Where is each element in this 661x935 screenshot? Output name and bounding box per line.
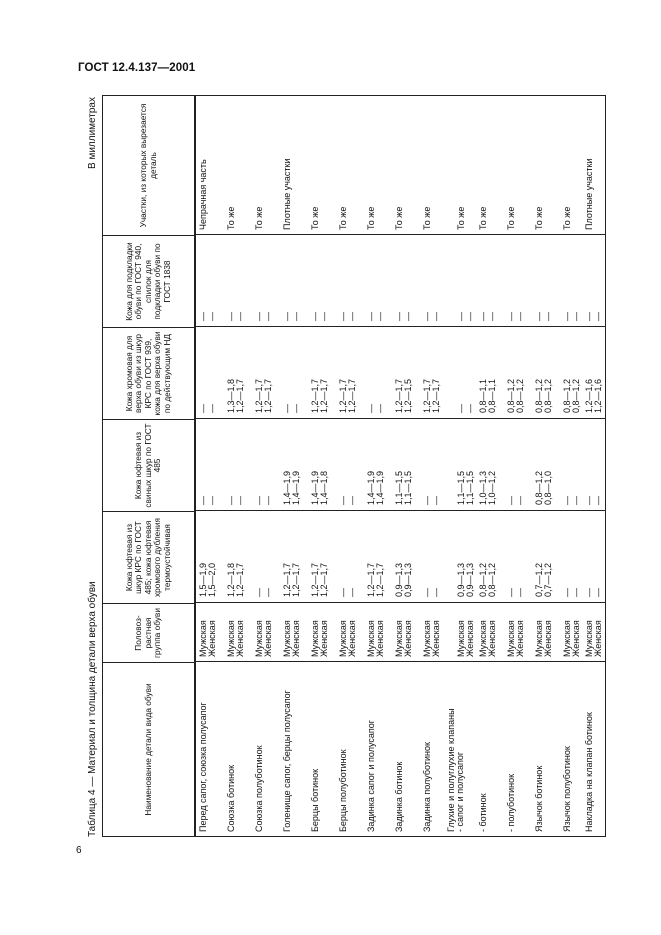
cut-area-cell: То же (226, 206, 236, 230)
part-name-cell: Накладка на клапан ботинок (584, 712, 594, 832)
lining-leather-cell: — — (478, 312, 498, 321)
age-group-cell: Мужская Женская (338, 620, 358, 657)
age-group-cell: Мужская Женская (506, 620, 526, 657)
lining-leather-cell: — — (584, 312, 604, 321)
chrome-leather-cell: 1,2—1,7 1,2—1,5 (394, 378, 414, 413)
part-name-cell: Задинка сапог и полусапог (366, 719, 376, 832)
table-row (395, 96, 423, 836)
lining-leather-cell: — — (338, 312, 358, 321)
part-name-cell: Язычок ботинок (534, 765, 544, 832)
yuft-krs-cell: — — (254, 588, 274, 597)
age-group-cell: Мужская Женская (584, 620, 604, 657)
header-age-group: Половоз-растная группа обуви (103, 603, 194, 662)
cut-area-cell: Чепрачная часть (198, 159, 208, 230)
table-row (535, 96, 563, 836)
table-row (283, 96, 311, 836)
yuft-pig-cell: — — (338, 496, 358, 505)
age-group-cell: Мужская Женская (394, 620, 414, 657)
lining-leather-cell: — — (366, 312, 386, 321)
part-name-cell: Берцы ботинок (310, 768, 320, 832)
lining-leather-cell: — — (506, 312, 526, 321)
chrome-leather-cell: 0,8—1,2 0,8—1,2 (506, 378, 526, 413)
part-name-cell: Задинка полуботинок (422, 742, 432, 832)
thickness-table (102, 95, 606, 837)
yuft-krs-cell: — — (584, 588, 604, 597)
rotated-content (86, 95, 606, 837)
chrome-leather-cell: 1,2—1,6 1,2—1,6 (584, 378, 604, 413)
part-name-cell: - ботинок (478, 793, 488, 832)
lining-leather-cell: — — (254, 312, 274, 321)
part-name-cell: Задинка ботинок (394, 761, 404, 832)
yuft-krs-cell: 0,7—1,2 0,7—1,2 (534, 562, 554, 597)
part-name-cell: Язычок полуботинок (562, 746, 572, 832)
cut-area-cell: То же (366, 206, 376, 230)
rotated-table-area (86, 95, 606, 837)
header-yuft-pig: Кожа юфтевая из свиных шкур по ГОСТ 485 (103, 419, 194, 511)
cut-area-cell: То же (394, 206, 404, 230)
chrome-leather-cell: 1,2—1,7 1,2—1,7 (422, 378, 442, 413)
header-cut-area: Участки, из которых вырезается деталь (138, 103, 158, 228)
yuft-krs-cell: — — (506, 588, 526, 597)
cut-area-cell: То же (506, 206, 516, 230)
table-row (447, 96, 475, 836)
part-name-cell: - полуботинок (506, 773, 516, 832)
yuft-pig-cell: 1,1—1,5 1,1—1,5 (456, 470, 476, 505)
age-group-cell: Мужская Женская (456, 620, 476, 657)
units-note: В миллиметрах (87, 97, 98, 169)
yuft-pig-cell: 1,0—1,3 1,0—1,2 (478, 470, 498, 505)
chrome-leather-cell: — — (366, 404, 386, 413)
header-divider (194, 96, 196, 836)
table-row (227, 96, 255, 836)
lining-leather-cell: — — (456, 312, 476, 321)
yuft-pig-cell: 1,4—1,9 1,4—1,9 (366, 470, 386, 505)
yuft-pig-cell: — — (584, 496, 604, 505)
lining-leather-cell: — — (422, 312, 442, 321)
document-header: ГОСТ 12.4.137—2001 (78, 62, 196, 74)
page-number: 6 (76, 845, 82, 856)
yuft-krs-cell: — — (338, 588, 358, 597)
age-group-cell: Мужская Женская (534, 620, 554, 657)
yuft-krs-cell: — — (422, 588, 442, 597)
yuft-krs-cell: 0,9—1,3 0,9—1,3 (394, 562, 414, 597)
part-name-cell: Голенище сапог, берцы полусапог (282, 690, 292, 832)
table-row (199, 96, 227, 836)
yuft-pig-cell: — — (226, 496, 246, 505)
chrome-leather-cell: — — (198, 404, 218, 413)
yuft-pig-cell: — — (422, 496, 442, 505)
cut-area-cell: Плотные участки (584, 158, 594, 230)
table-row (339, 96, 367, 836)
yuft-pig-cell: 1,1—1,5 1,1—1,5 (394, 470, 414, 505)
chrome-leather-cell: — — (282, 404, 302, 413)
header-lining-leather: Кожа для подкладки обуви по ГОСТ 940, спилок для подкладки обуви по ГОСТ 1838 (103, 235, 194, 327)
chrome-leather-cell: — — (456, 404, 476, 413)
lining-leather-cell: — — (562, 312, 582, 321)
yuft-pig-cell: — — (198, 496, 218, 505)
cut-area-cell: Плотные участки (282, 158, 292, 230)
chrome-leather-cell: 1,2—1,7 1,2—1,7 (338, 378, 358, 413)
table-row (507, 96, 535, 836)
age-group-cell: Мужская Женская (310, 620, 330, 657)
chrome-leather-cell: 1,2—1,7 1,2—1,7 (310, 378, 330, 413)
lining-leather-cell: — — (394, 312, 414, 321)
table-row (311, 96, 339, 836)
part-name-cell: Глухие и полуглухие клапаны - сапог и полусапог (446, 708, 466, 832)
yuft-pig-cell: 1,4—1,9 1,4—1,9 (282, 470, 302, 505)
table-row (255, 96, 283, 836)
lining-leather-cell: — — (282, 312, 302, 321)
age-group-cell: Мужская Женская (422, 620, 442, 657)
yuft-krs-cell: 0,9—1,3 0,9—1,3 (456, 562, 476, 597)
age-group-cell: Мужская Женская (562, 620, 582, 657)
lining-leather-cell: — — (226, 312, 246, 321)
yuft-krs-cell: 0,8—1,2 0,8—1,2 (478, 562, 498, 597)
age-group-cell: Мужская Женская (282, 620, 302, 657)
cut-area-cell: То же (254, 206, 264, 230)
age-group-cell: Мужская Женская (198, 620, 218, 657)
part-name-cell: Перед сапог, союзка полусапог (198, 702, 208, 832)
lining-leather-cell: — — (534, 312, 554, 321)
yuft-krs-cell: 1,2—1,7 1,2—1,7 (282, 562, 302, 597)
chrome-leather-cell: 1,2—1,7 1,2—1,7 (254, 378, 274, 413)
header-yuft-krs: Кожа юфтевая из шкур КРС по ГОСТ 485; кожа юфтевая хромового дубления термоустойчивая (103, 511, 194, 603)
age-group-cell: Мужская Женская (478, 620, 498, 657)
part-name-cell: Союзка полуботинок (254, 745, 264, 832)
cut-area-cell: То же (310, 206, 320, 230)
table-row (367, 96, 395, 836)
chrome-leather-cell: 0,8—1,2 0,8—1,2 (534, 378, 554, 413)
table-caption: Таблица 4 — Материал и толщина детали верха обуви (87, 581, 98, 837)
yuft-krs-cell: — — (562, 588, 582, 597)
yuft-pig-cell: 1,4—1,9 1,4—1,8 (310, 470, 330, 505)
lining-leather-cell: — — (198, 312, 218, 321)
header-part-name: Наименование детали вида обуви (103, 662, 194, 836)
part-name-cell: Союзка ботинок (226, 764, 236, 832)
table-row (585, 96, 613, 836)
yuft-krs-cell: 1,2—1,8 1,2—1,7 (226, 562, 246, 597)
cut-area-cell: То же (562, 206, 572, 230)
yuft-krs-cell: 1,2—1,7 1,2—1,7 (366, 562, 386, 597)
chrome-leather-cell: 0,8—1,2 0,8—1,2 (562, 378, 582, 413)
cut-area-cell: То же (456, 206, 466, 230)
yuft-pig-cell: — — (506, 496, 526, 505)
lining-leather-cell: — — (310, 312, 330, 321)
chrome-leather-cell: 0,8—1,1 0,8—1,1 (478, 378, 498, 413)
age-group-cell: Мужская Женская (254, 620, 274, 657)
yuft-pig-cell: — — (254, 496, 274, 505)
cut-area-cell: То же (338, 206, 348, 230)
chrome-leather-cell: 1,3—1,8 1,2—1,7 (226, 378, 246, 413)
cut-area-cell: То же (478, 206, 488, 230)
age-group-cell: Мужская Женская (366, 620, 386, 657)
age-group-cell: Мужская Женская (226, 620, 246, 657)
part-name-cell: Берцы полуботинок (338, 749, 348, 832)
cut-area-cell: То же (534, 206, 544, 230)
table-row (479, 96, 507, 836)
yuft-krs-cell: 1,2—1,7 1,2—1,7 (310, 562, 330, 597)
yuft-krs-cell: 1,5—1,9 1,5—2,0 (198, 562, 218, 597)
header-chrome-leather: Кожа хромовая для верха обуви из шкур КРС по ГОСТ 939, кожа для верха обуви по действующим НД (103, 327, 194, 419)
yuft-pig-cell: — — (562, 496, 582, 505)
cut-area-cell: То же (422, 206, 432, 230)
yuft-pig-cell: 0,8—1,2 0,8—1,0 (534, 470, 554, 505)
